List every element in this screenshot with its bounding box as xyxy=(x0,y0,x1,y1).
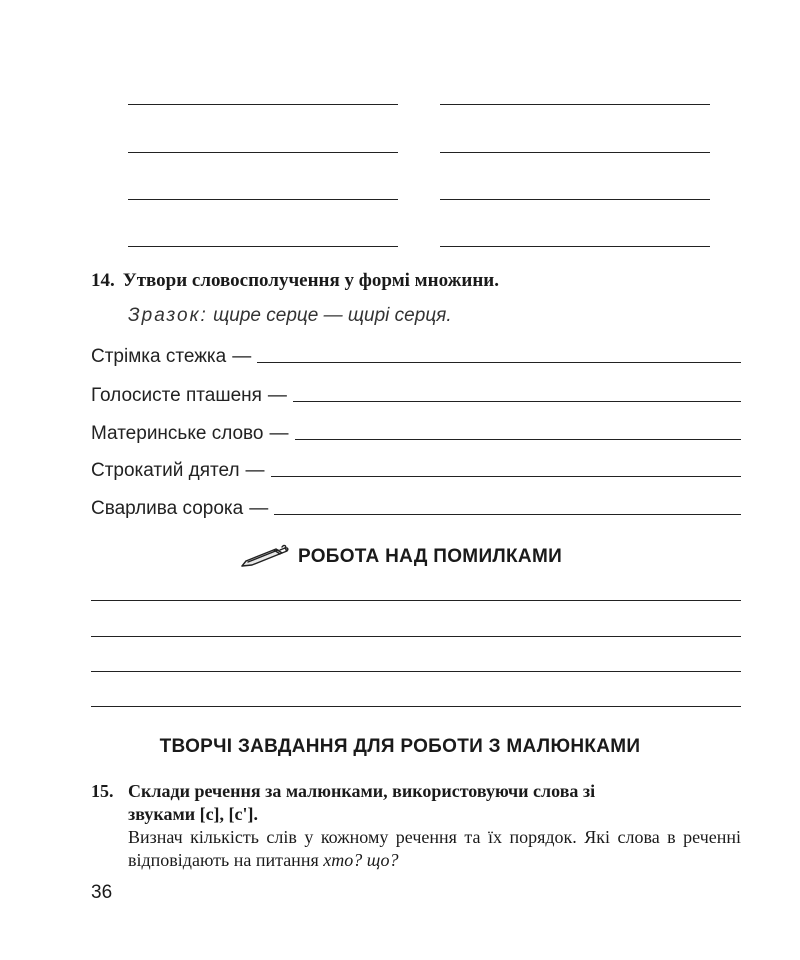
creative-section-heading: ТВОРЧІ ЗАВДАННЯ ДЛЯ РОБОТИ З МАЛЮНКАМИ xyxy=(159,736,641,757)
answer-line[interactable] xyxy=(274,514,741,515)
exercise-row xyxy=(91,452,741,482)
exercise-row xyxy=(91,377,741,407)
task-instruction-line1: Склади речення за малюнками, використовуючи слова зі xyxy=(128,781,596,801)
answer-line xyxy=(128,246,398,247)
task-14-title xyxy=(91,270,499,292)
task-body-text: Визнач кількість слів у кожному речення та їх порядок. Які слова в реченні відповідають на питання xyxy=(128,827,741,870)
dash: — xyxy=(249,498,269,519)
answer-line[interactable] xyxy=(295,439,741,440)
answer-line[interactable] xyxy=(271,476,741,477)
exercise-row xyxy=(91,490,741,520)
exercise-row xyxy=(91,338,741,368)
dash: — xyxy=(232,346,252,367)
task-number: 14. xyxy=(91,270,115,291)
section-title: РОБОТА НАД ПОМИЛКАМИ xyxy=(297,546,563,567)
answer-line xyxy=(128,199,398,200)
example-text: щире серце — щирі серця. xyxy=(213,305,452,326)
example-label: Зразок: xyxy=(128,305,208,326)
task-number: 15. xyxy=(91,781,114,801)
answer-line xyxy=(440,246,710,247)
page-number: 36 xyxy=(91,882,113,903)
phrase: Голосисте пташеня xyxy=(91,385,262,406)
answer-line[interactable] xyxy=(257,362,741,363)
answer-line xyxy=(440,152,710,153)
task-instruction: Утвори словосполучення у формі множини. xyxy=(122,270,499,291)
task-15-title xyxy=(91,780,741,803)
answer-line[interactable] xyxy=(91,600,741,601)
phrase: Материнське слово xyxy=(91,423,264,444)
example xyxy=(128,305,452,327)
answer-line xyxy=(128,152,398,153)
task-instruction-line2: звуками [с], [с']. xyxy=(128,804,259,824)
exercise-row xyxy=(91,415,741,445)
answer-line[interactable] xyxy=(91,706,741,707)
dash: — xyxy=(267,385,287,406)
answer-line[interactable] xyxy=(91,671,741,672)
phrase: Стрімка стежка xyxy=(91,346,227,367)
pen-icon xyxy=(238,544,290,570)
phrase: Сварлива сорока xyxy=(91,498,244,519)
task-15-body xyxy=(91,826,741,872)
answer-line xyxy=(440,104,710,105)
task-15 xyxy=(91,780,741,872)
answer-line xyxy=(128,104,398,105)
dash: — xyxy=(245,460,265,481)
answer-line[interactable] xyxy=(91,636,741,637)
task-question-words: хто? що? xyxy=(323,850,399,870)
answer-line xyxy=(440,199,710,200)
dash: — xyxy=(269,423,289,444)
errors-section-heading xyxy=(0,544,800,570)
answer-line[interactable] xyxy=(293,401,741,402)
phrase: Строкатий дятел xyxy=(91,460,240,481)
